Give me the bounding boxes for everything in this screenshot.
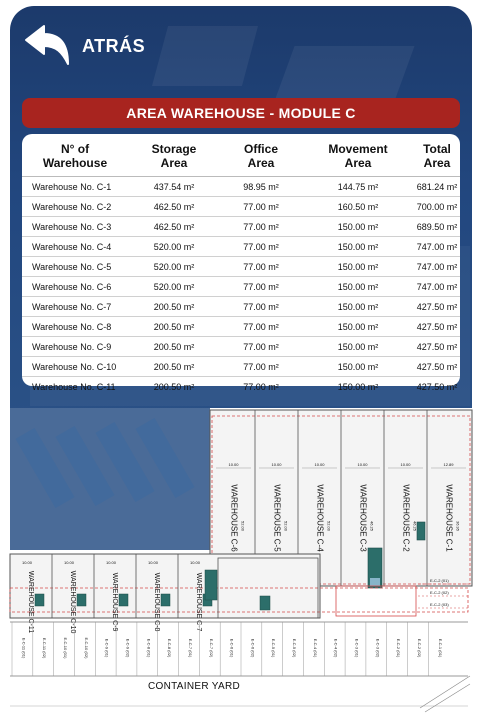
parking-slot-label: E-C-4 (01) bbox=[312, 638, 318, 658]
cell-office: 77.00 m² bbox=[220, 277, 302, 297]
parking-slot-label: E-C-1 (01) bbox=[437, 638, 443, 658]
parking-slot-label: E-C-9 (01) bbox=[104, 638, 110, 658]
dim-label: 46.25 bbox=[412, 520, 418, 532]
cell-total: 427.50 m² bbox=[414, 337, 460, 357]
dim-label: 10.00 bbox=[314, 462, 325, 467]
header-total-area: Total Area bbox=[414, 134, 460, 177]
table-row bbox=[22, 277, 460, 297]
container-yard-label: CONTAINER YARD bbox=[148, 681, 240, 692]
dim-label: 10.00 bbox=[105, 560, 117, 565]
header-storage-area: Storage Area bbox=[128, 134, 220, 177]
dim-label: 10.00 bbox=[63, 560, 75, 565]
header-office-area: Office Area bbox=[220, 134, 302, 177]
table-row bbox=[22, 297, 460, 317]
table-row bbox=[22, 237, 460, 257]
cell-office: 77.00 m² bbox=[220, 217, 302, 237]
parking-slot-label: E-C-5 (01) bbox=[271, 638, 277, 658]
parking-slot-label: E-C-7 (02) bbox=[208, 638, 214, 658]
office-block bbox=[417, 522, 425, 540]
dim-label: 10.00 bbox=[147, 560, 159, 565]
cell-storage: 520.00 m² bbox=[128, 257, 220, 277]
parking-slot-label: E-C-3 (02) bbox=[375, 638, 381, 658]
back-arrow-icon bbox=[24, 24, 70, 68]
cell-office: 77.00 m² bbox=[220, 197, 302, 217]
cell-name: Warehouse No. C-3 bbox=[22, 217, 128, 237]
table-row bbox=[22, 177, 460, 197]
cell-total: 747.00 m² bbox=[414, 277, 460, 297]
parking-slot-label: E-C-7 (01) bbox=[187, 638, 193, 658]
warehouse-label: WAREHOUSE C-8 bbox=[153, 572, 160, 632]
cell-name: Warehouse No. C-7 bbox=[22, 297, 128, 317]
table-row bbox=[22, 357, 460, 377]
cell-name: Warehouse No. C-9 bbox=[22, 337, 128, 357]
cell-movement: 150.00 m² bbox=[302, 357, 414, 377]
parking-slot-label: E-C-6 (01) bbox=[229, 638, 235, 658]
warehouse-label: WAREHOUSE C-6 bbox=[229, 484, 239, 552]
back-button[interactable] bbox=[24, 24, 145, 68]
cell-storage: 462.50 m² bbox=[128, 217, 220, 237]
cell-name: Warehouse No. C-1 bbox=[22, 177, 128, 197]
dim-label: 36.95 bbox=[455, 520, 461, 532]
cell-total: 747.00 m² bbox=[414, 237, 460, 257]
cell-total: 700.00 m² bbox=[414, 197, 460, 217]
dim-label: 52.00 bbox=[326, 520, 332, 532]
warehouse-label: WAREHOUSE C-2 bbox=[401, 484, 411, 552]
cell-office: 77.00 m² bbox=[220, 237, 302, 257]
cell-name: Warehouse No. C-10 bbox=[22, 357, 128, 377]
header-warehouse: N° of Warehouse bbox=[22, 134, 128, 177]
dim-label: 12.89 bbox=[443, 462, 454, 467]
cell-total: 427.50 m² bbox=[416, 381, 458, 392]
cell-movement: 150.00 m² bbox=[302, 217, 414, 237]
parking-slot-label: E-C-9 (02) bbox=[125, 638, 131, 658]
parking-slot-label: E-C-3 (01) bbox=[354, 638, 360, 658]
header-movement-area: Movement Area bbox=[302, 134, 414, 177]
table-header-row bbox=[22, 134, 460, 177]
area-table-card bbox=[22, 134, 460, 392]
parking-slot-label: E-C-8 (02) bbox=[167, 638, 173, 658]
cell-movement: 160.50 m² bbox=[302, 197, 414, 217]
table-row bbox=[22, 317, 460, 337]
table-row bbox=[22, 197, 460, 217]
parking-label: E-C-2 (03) bbox=[430, 602, 449, 607]
cell-total: 427.50 m² bbox=[414, 317, 460, 337]
site-plan bbox=[0, 408, 480, 720]
cell-office: 77.00 m² bbox=[220, 257, 302, 277]
parking-label: E-C-2 (01) bbox=[430, 578, 449, 583]
cell-office: 98.95 m² bbox=[220, 177, 302, 197]
parking-label: E-C-2 (02) bbox=[430, 590, 449, 595]
cell-storage: 200.50 m² bbox=[128, 357, 220, 377]
cell-movement: 150.00 m² bbox=[337, 381, 379, 392]
cell-movement: 150.00 m² bbox=[302, 317, 414, 337]
parking-slot-label: E-C-10 (01) bbox=[63, 637, 69, 659]
parking-slot-label: E-C-10 (02) bbox=[83, 637, 89, 659]
cell-name: Warehouse No. C-8 bbox=[22, 317, 128, 337]
dim-label: 10.00 bbox=[189, 560, 201, 565]
warehouse-label: WAREHOUSE C-1 bbox=[444, 484, 454, 552]
warehouse-label: WAREHOUSE C-10 bbox=[69, 570, 76, 634]
table-row bbox=[22, 337, 460, 357]
office-block bbox=[161, 594, 170, 606]
warehouse-label: WAREHOUSE C-4 bbox=[315, 484, 325, 552]
back-label: ATRÁS bbox=[82, 35, 146, 56]
cell-movement: 150.00 m² bbox=[302, 237, 414, 257]
cell-office: 77.00 m² bbox=[220, 357, 302, 377]
warehouse-label: WAREHOUSE C-9 bbox=[111, 572, 118, 632]
dim-label: 10.00 bbox=[228, 462, 239, 467]
cell-office: 77.00 m² bbox=[220, 297, 302, 317]
table-row bbox=[22, 217, 460, 237]
cell-total: 427.50 m² bbox=[414, 357, 460, 377]
warehouse-label: WAREHOUSE C-11 bbox=[27, 570, 34, 634]
section-title: AREA WAREHOUSE - MODULE C bbox=[22, 98, 460, 128]
cell-office: 77.00 m² bbox=[220, 317, 302, 337]
cell-storage: 200.50 m² bbox=[153, 381, 195, 392]
cell-total: 681.24 m² bbox=[414, 177, 460, 197]
cell-storage: 200.50 m² bbox=[128, 317, 220, 337]
office-block bbox=[119, 594, 128, 606]
parking-slot-label: E-C-11 (01) bbox=[21, 637, 27, 659]
cell-name: Warehouse No. C-2 bbox=[22, 197, 128, 217]
cell-movement: 150.00 m² bbox=[302, 337, 414, 357]
warehouse-label: WAREHOUSE C-3 bbox=[358, 484, 368, 552]
parking-slot-label: E-C-6 (02) bbox=[250, 638, 256, 658]
cell-total: 689.50 m² bbox=[414, 217, 460, 237]
dim-label: 10.00 bbox=[357, 462, 368, 467]
dim-label: 10.00 bbox=[271, 462, 282, 467]
cell-total: 747.00 m² bbox=[414, 257, 460, 277]
table-body bbox=[22, 177, 460, 397]
cell-storage: 200.50 m² bbox=[128, 297, 220, 317]
cell-name: Warehouse No. C-4 bbox=[22, 237, 128, 257]
dim-label: 10.00 bbox=[400, 462, 411, 467]
cell-name: Warehouse No. C-5 bbox=[22, 257, 128, 277]
table-row bbox=[22, 257, 460, 277]
cell-name: Warehouse No. C-6 bbox=[22, 277, 128, 297]
table-row bbox=[22, 377, 460, 397]
dim-label: 52.00 bbox=[240, 520, 246, 532]
cell-storage: 520.00 m² bbox=[128, 237, 220, 257]
dim-label: 10.00 bbox=[21, 560, 33, 565]
cell-name: Warehouse No. C-11 bbox=[32, 381, 116, 392]
cell-storage: 437.54 m² bbox=[128, 177, 220, 197]
cell-total: 427.50 m² bbox=[414, 297, 460, 317]
parking-slot-label: E-C-5 (02) bbox=[292, 638, 298, 658]
cell-storage: 200.50 m² bbox=[128, 337, 220, 357]
cell-movement: 150.00 m² bbox=[302, 297, 414, 317]
cell-movement: 150.00 m² bbox=[302, 277, 414, 297]
parking-slot-label: E-C-2 (02) bbox=[416, 638, 422, 658]
warehouse-label: WAREHOUSE C-7 bbox=[195, 572, 202, 632]
office-block bbox=[35, 594, 44, 606]
dim-label: 46.25 bbox=[369, 520, 375, 532]
cell-movement: 150.00 m² bbox=[302, 257, 414, 277]
cell-storage: 520.00 m² bbox=[128, 277, 220, 297]
cell-movement: 144.75 m² bbox=[302, 177, 414, 197]
cell-office: 77.00 m² bbox=[243, 381, 279, 392]
parking-slot-label: E-C-11 (02) bbox=[42, 637, 48, 659]
dim-label: 52.00 bbox=[283, 520, 289, 532]
office-block bbox=[77, 594, 86, 606]
warehouse-label: WAREHOUSE C-5 bbox=[272, 484, 282, 552]
cell-storage: 462.50 m² bbox=[128, 197, 220, 217]
parking-slot-label: E-C-8 (01) bbox=[146, 638, 152, 658]
area-table bbox=[22, 134, 460, 396]
cell-office: 77.00 m² bbox=[220, 337, 302, 357]
parking-slot-label: E-C-2 (01) bbox=[396, 638, 402, 658]
parking-slot-label: E-C-4 (02) bbox=[333, 638, 339, 658]
